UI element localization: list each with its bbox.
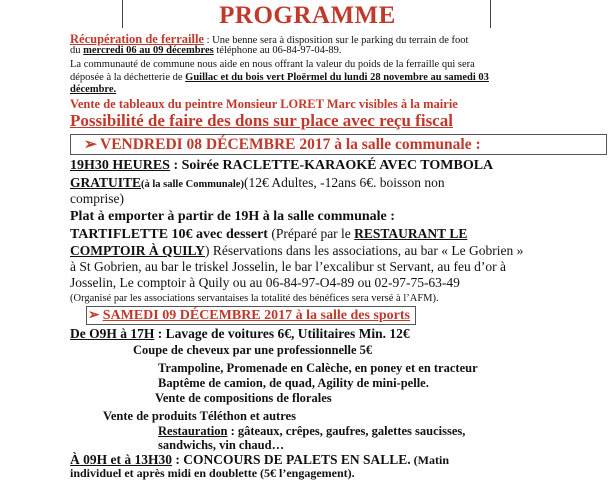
gratuite-prices: (12€ Adultes, -12ans 6€. boisson non [243,175,445,190]
individuel-text: individuel et après midi en doublette (5€ l’engagement). [70,466,355,480]
tartiflette: TARTIFLETTE 10€ avec dessert [70,227,268,242]
vendredi-header: VENDREDI 08 DÉCEMBRE 2017 à la salle communale : [100,136,481,153]
plat-text: Plat à emporter à partir de 19H à la salle communale [70,209,387,224]
josselin-line: Josselin, Le comptoir à Quily ou au 06-84-97-O4-89 ou 02-97-75-63-49 [70,275,460,290]
raclette-line [70,158,493,174]
telethon-line: Vente de produits Téléthon et autres [103,409,296,423]
restaurant-name: RESTAURANT LE [354,226,468,241]
ferraille-intro: : Une benne sera à disposition sur le parking du terrain de foot [203,35,469,46]
ferraille-heading: Récupération de ferraille [70,32,204,46]
restauration-line [158,424,465,439]
raclette-main: : Soirée RACLETTE-KARAOKÉ AVEC TOMBOLA [169,158,494,173]
palets-small: (Matin [410,453,449,467]
tartiflette-prepare: (Préparé par le [267,226,355,241]
comptoir-line [70,243,523,259]
tartiflette-line [70,226,467,243]
lavage-line [70,326,410,342]
comprise-line: comprise) [70,191,124,206]
coupe-line: Coupe de cheveux par une professionnelle 5€ [133,343,373,357]
comptoir-name: COMPTOIR À QUILY [70,243,206,258]
gratuite-line [70,175,445,191]
palets-text: : CONCOURS DE PALETS EN SALLE. [172,452,411,467]
ferraille-line2-pre: du [70,45,84,56]
vendredi-header-line [84,135,481,154]
gratuite-label: GRATUITE [70,175,142,190]
organise-line: (Organisé par les associations servantaises la totalité des bénéfices sera versé à l’AFM). [70,293,439,304]
plat-line [70,209,395,225]
bapteme-line: Baptême de camion, de quad, Agility de mini-pelle. [158,376,429,390]
samedi-header-line [88,307,410,324]
ferraille-place: Guillac et du bois vert Ploërmel du lundi 28 novembre au samedi 03 [185,72,489,83]
sandwichs-line: sandwichs, vin chaud… [158,438,285,452]
ferraille-dates: mercredi 06 au 09 décembres [83,45,214,56]
gobrien-line: à St Gobrien, au bar le triskel Josselin, le bar l’excalibur st Servant, au feu d’or à [70,259,506,274]
palets-line-2 [70,466,355,481]
dons-line: Possibilité de faire des dons sur place avec reçu fiscal [70,111,453,130]
trampoline-line: Trampoline, Promenade en Calèche, en poney et en tracteur [158,361,478,375]
ferraille-line4-pre: déposée à la déchetterie de [70,72,186,83]
ferraille-line-4 [70,72,489,83]
arrow-bullet-icon: ➢ [84,136,97,153]
plat-colon: : [386,209,395,224]
tableaux-line: Vente de tableaux du peintre Monsieur LORET Marc visibles à la mairie [70,97,458,111]
ferraille-line-5: décembre. [70,84,117,95]
samedi-header: SAMEDI 09 DÉCEMBRE 2017 à la salle des sports [102,308,410,323]
florales-line: Vente de compositions de florales [155,391,332,405]
restauration-text: : gâteaux, crêpes, gaufres, galettes saucisses, [227,424,466,438]
reservations: ) Réservations dans les associations, au bar « Le Gobrien » [205,243,524,258]
raclette-time: 19H30 HEURES [70,158,170,173]
page-title: PROGRAMME [219,2,396,29]
palets-time: À 09H et à 13H30 [70,452,172,467]
ferraille-line2-post: téléphone au 06-84-97-04-89. [213,45,342,56]
ferraille-line-2 [70,45,341,56]
gratuite-small: (à la salle Communale) [141,179,244,190]
arrow-bullet-icon: ➢ [88,308,100,323]
ferraille-line-3: La communauté de commune nous aide en nous offrant la valeur du poids de la ferraille qui sera [70,59,475,70]
lavage-text: : Lavage de voitures 6€, Utilitaires Min. 12€ [154,326,410,341]
lavage-time: De O9H à 17H [70,326,155,341]
restauration-label: Restauration [158,424,228,438]
